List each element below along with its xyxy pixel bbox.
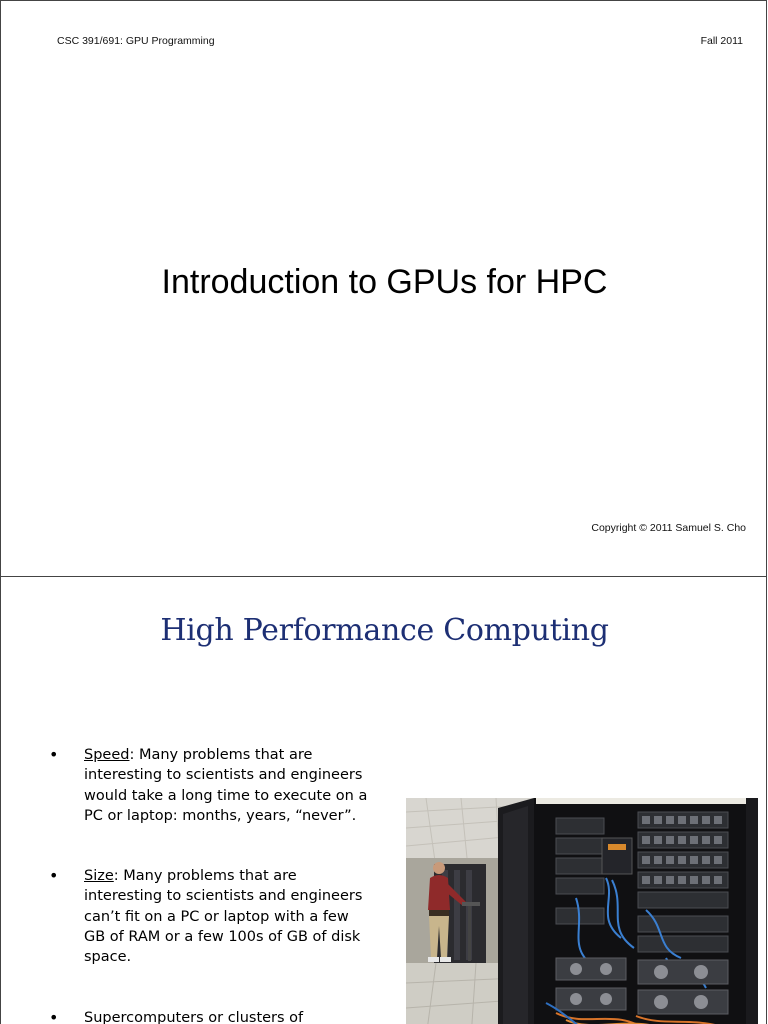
course-header: CSC 391/691: GPU Programming: [57, 35, 215, 47]
bullet-text: : Many problems that are interesting to scientists and engineers would take a long time to execute on a PC or laptop: months, years, “never”.: [84, 747, 368, 824]
bullet-list: [49, 745, 369, 1024]
bullet-term: Speed: [84, 747, 130, 763]
bullet-item-supercomputers: [49, 1008, 369, 1024]
slide-title: Introduction to GPUs for HPC: [161, 263, 608, 301]
bullet-dot-icon: •: [49, 745, 59, 764]
copyright-notice: Copyright © 2011 Samuel S. Cho: [591, 522, 746, 534]
bullet-item-speed: [49, 745, 369, 826]
content-slide: [0, 576, 767, 1024]
bullet-term: Size: [84, 868, 114, 885]
bullet-text: : Many problems that are interesting to scientists and engineers can’t fit on a PC or laptop with a few GB of RAM or a few 100s of GB of disk space.: [84, 868, 363, 966]
bullet-dot-icon: •: [49, 1007, 59, 1024]
term-header: Fall 2011: [700, 35, 743, 47]
bullet-item-size: [49, 866, 369, 967]
bullet-dot-icon: •: [49, 866, 59, 886]
supercomputer-photo: [406, 798, 758, 1024]
slide-heading: High Performance Computing: [160, 613, 609, 648]
bullet-text: Supercomputers or clusters of: [84, 1009, 304, 1024]
